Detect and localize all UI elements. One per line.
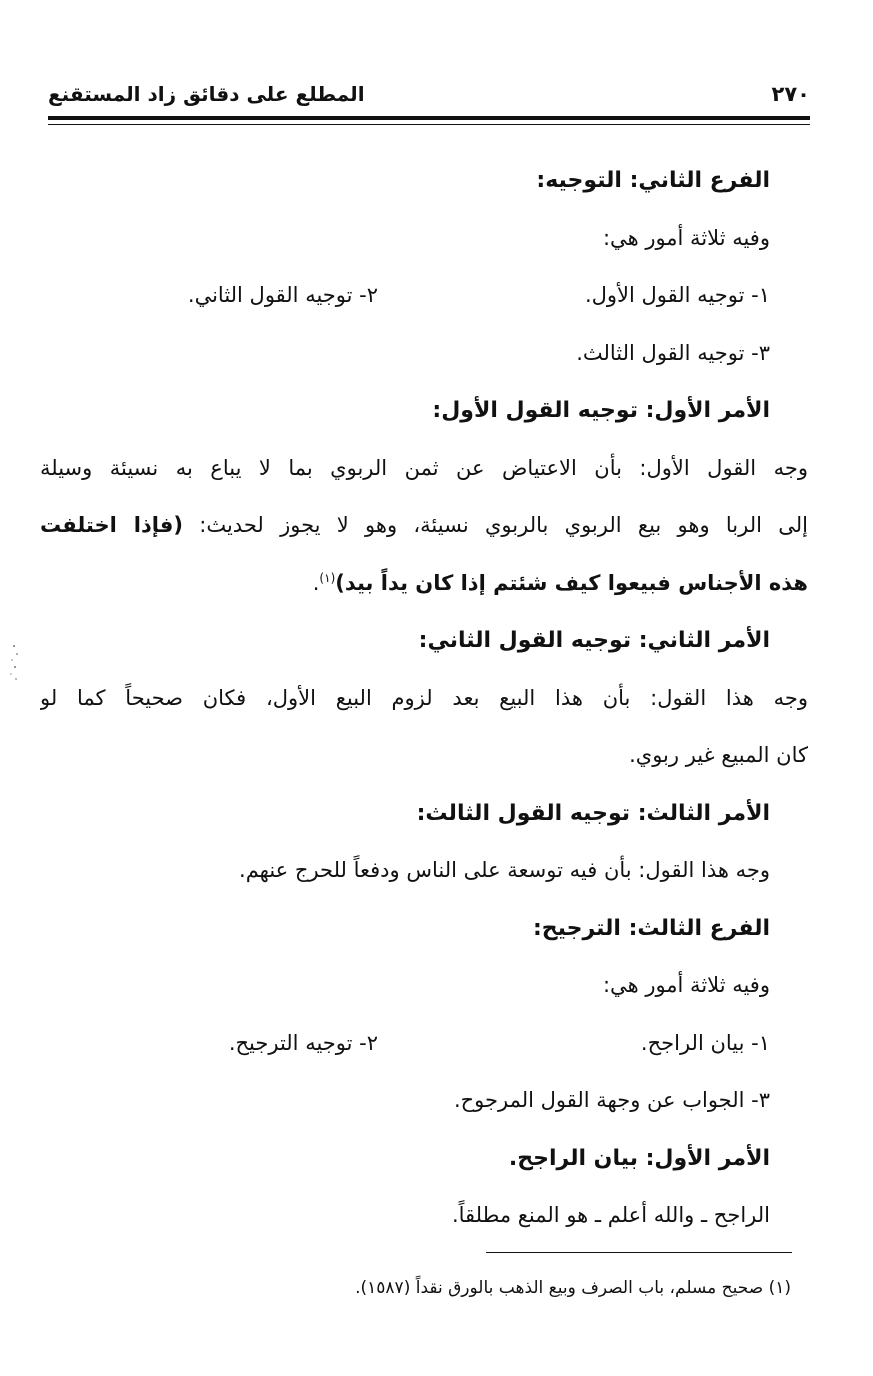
list-item: ٣- الجواب عن وجهة القول المرجوح. — [453, 1088, 770, 1112]
main-text — [40, 152, 808, 1245]
header-rule-thin — [48, 124, 810, 125]
book-title: المطلع على دقائق زاد المستقنع — [48, 82, 365, 106]
paragraph-line: وجه هذا القول: بأن هذا البيع بعد لزوم البيع الأول، فكان صحيحاً كما لو — [40, 685, 808, 710]
paragraph-line: كان المبيع غير ربوي. — [629, 743, 808, 767]
subsection-heading: الأمر الأول: توجيه القول الأول: — [432, 398, 770, 423]
paragraph-line: وفيه ثلاثة أمور هي: — [602, 225, 770, 250]
header-rule-thick — [48, 116, 810, 120]
footnote: (١) صحيح مسلم، باب الصرف وبيع الذهب بالورق نقداً (١٥٨٧). — [355, 1278, 791, 1298]
paragraph-line: الراجح ـ والله أعلم ـ هو المنع مطلقاً. — [451, 1203, 770, 1227]
hadith-quote: (فإذا اختلفت — [40, 513, 183, 537]
hadith-quote: هذه الأجناس فبيعوا كيف شئتم إذا كان يداً بيد) — [335, 570, 808, 595]
list-item: ٢- توجيه القول الثاني. — [187, 283, 378, 307]
footnote-marker: (١) — [319, 570, 336, 585]
page-number: ٢٧٠ — [771, 82, 810, 106]
running-header — [48, 82, 810, 112]
paragraph-line — [40, 497, 808, 555]
section-heading-guidance: الفرع الثاني: التوجيه: — [536, 168, 770, 193]
margin-speck-icon — [6, 640, 22, 684]
list-row — [40, 1015, 808, 1073]
text-run: . — [312, 570, 320, 595]
list-item: ٢- توجيه الترجيح. — [228, 1030, 378, 1055]
subsection-heading: الأمر الثالث: توجيه القول الثالث: — [416, 800, 770, 826]
paragraph-line: وجه هذا القول: بأن فيه توسعة على الناس ودفعاً للحرج عنهم. — [239, 858, 770, 882]
subsection-heading: الأمر الأول: بيان الراجح. — [508, 1145, 770, 1171]
list-item: ٣- توجيه القول الثالث. — [576, 340, 770, 365]
paragraph-line: وجه القول الأول: بأن الاعتياض عن ثمن الربوي بما لا يباع به نسيئة وسيلة — [40, 455, 808, 480]
footnote-separator — [486, 1252, 792, 1253]
section-heading-preference: الفرع الثالث: الترجيح: — [532, 915, 770, 941]
subsection-heading: الأمر الثاني: توجيه القول الثاني: — [418, 628, 770, 653]
list-item: ١- توجيه القول الأول. — [584, 283, 770, 307]
text-run: إلى الربا وهو بيع الربوي بالربوي نسيئة، وهو لا يجوز لحديث: — [182, 513, 808, 537]
list-item: ١- بيان الراجح. — [640, 1030, 770, 1055]
paragraph-line: وفيه ثلاثة أمور هي: — [602, 973, 770, 997]
list-row — [40, 267, 808, 325]
paragraph-line — [40, 555, 808, 613]
